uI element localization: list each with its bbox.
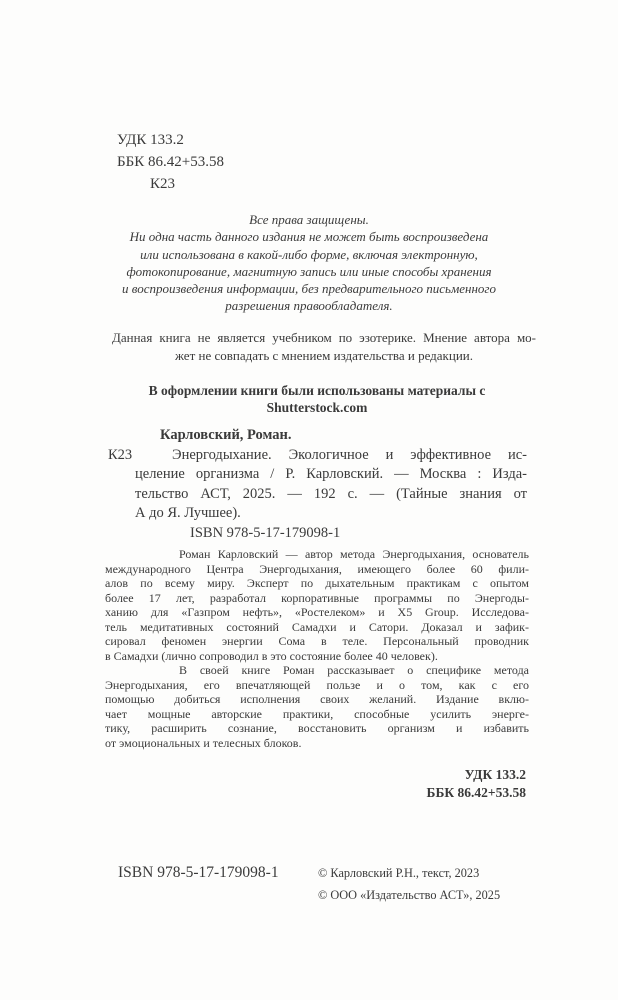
text-line: более 17 лет, разработал корпоративные программы по Энергоды- [105, 590, 529, 605]
text-line: Все права защищены. [249, 212, 369, 227]
text-line: или использована в какой-либо форме, включая электронную, [140, 246, 478, 262]
design-credit: В оформлении книги были использованы материалы с Shutterstock.com [148, 383, 486, 415]
classification-codes-top [117, 129, 224, 195]
text-line: сировал феномен энергии Сома в теле. Персональный проводник [105, 634, 529, 648]
catalog-card [108, 426, 527, 543]
text-line: В своей книге Роман рассказывает о специфике метода [179, 663, 529, 677]
author-sign: К23 [108, 447, 133, 463]
catalog-author-heading: Карловский, Роман. [160, 427, 292, 443]
text-line: Роман Карловский — автор метода Энергодыхания, основатель [179, 547, 529, 561]
text-line: международного Центра Энергодыхания, имеющего более 60 фили- [105, 561, 529, 576]
catalog-isbn: ISBN 978-5-17-179098-1 [190, 524, 341, 541]
text-line: в Самадхи (лично сопроводил в это состояние более 40 человек). [105, 648, 438, 663]
text-line: Энергодыхание. Экологичное и эффективное ис- [172, 446, 527, 463]
udk-code: УДК 133.2 [117, 132, 184, 148]
text-line: Данная книга не является учебником по эзотерике. Мнение автора мо- [112, 330, 536, 345]
text-line: жет не совпадать с мнением издательства и редакции. [174, 347, 473, 363]
text-line: ханию для «Газпром нефть», «Ростелеком» и X5 Group. Исследова- [105, 605, 529, 619]
annotation [105, 547, 529, 750]
text-line: тику, расширить сознание, восстановить организм и избавить [105, 721, 529, 735]
text-line: помощью добиться исполнения своих желаний. Издание вклю- [105, 692, 529, 706]
text-line: и воспроизведения информации, без предварительного письменного [121, 281, 496, 297]
text-line: © ООО «Издательство АСТ», 2025 [318, 888, 501, 902]
bbk-code: ББК 86.42+53.58 [426, 784, 526, 800]
catalog-entry [135, 446, 527, 524]
text-line: Энергодыхания, его впечатляющей пользе и о том, как с его [105, 677, 529, 692]
rights-notice [79, 211, 539, 315]
annotation-paragraph-2 [105, 663, 529, 750]
classification-codes-bottom [427, 766, 526, 801]
author-sign: К23 [150, 176, 176, 192]
annotation-paragraph-1 [105, 547, 529, 663]
text-line: © Карловский Р.Н., текст, 2023 [318, 866, 480, 880]
text-line: фотокопирование, магнитную запись или иные способы хранения [126, 263, 492, 279]
text-line: чает мощные авторские практики, способные усилить энерге- [105, 706, 529, 721]
copyright-block [318, 862, 500, 906]
text-line: разрешения правообладателя. [225, 298, 393, 314]
text-line: от эмоциональных и телесных блоков. [105, 735, 302, 750]
footer-isbn: ISBN 978-5-17-179098-1 [118, 864, 279, 881]
bbk-code: ББК 86.42+53.58 [117, 154, 224, 170]
udk-code: УДК 133.2 [464, 767, 526, 782]
text-line: А до Я. Лучшее). [135, 505, 241, 521]
text-line: тель медитативных состояний Самадхи и Сатори. Доказал и зафик- [105, 619, 529, 634]
text-line: алов по всему миру. Эксперт по дыхательным практикам с опытом [105, 576, 529, 590]
publisher-disclaimer [112, 329, 536, 364]
text-line: целение организма / Р. Карловский. — Москва : Изда- [135, 466, 527, 482]
text-line: Ни одна часть данного издания не может быть воспроизведена [129, 229, 489, 245]
text-line: тельство АСТ, 2025. — 192 с. — (Тайные знания от [135, 485, 527, 502]
